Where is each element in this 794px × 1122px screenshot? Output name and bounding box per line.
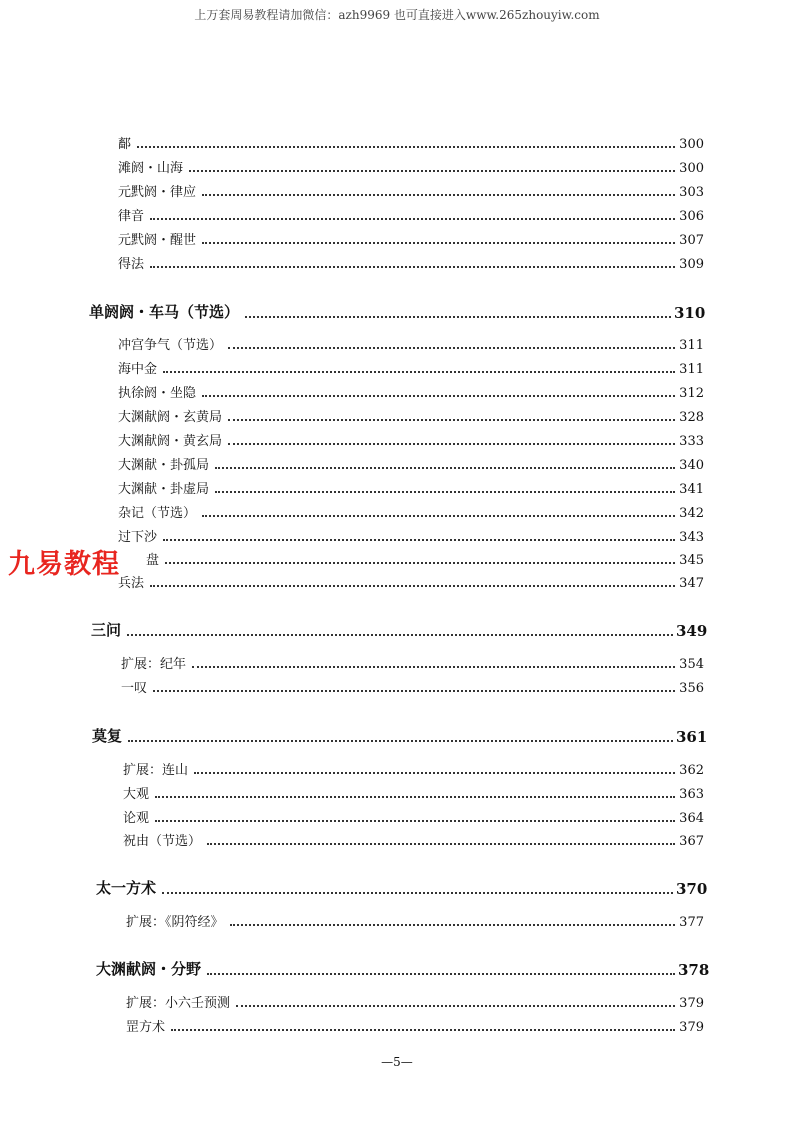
- entry-title: 一叹: [121, 681, 148, 696]
- entry-page: 300: [679, 161, 704, 176]
- watermark-stamp: 九易教程: [8, 549, 120, 580]
- dot-leader: [150, 218, 675, 220]
- dot-leader: [137, 146, 675, 148]
- entry-title: 过下沙: [118, 530, 158, 545]
- dot-leader: [127, 634, 673, 636]
- header-watermark: 上万套周易教程请加微信：azh9969 也可直接进入www.265zhouyiw.com: [194, 8, 600, 22]
- toc-entry[interactable]: [118, 503, 704, 521]
- entry-page: 311: [679, 338, 704, 353]
- entry-page: 342: [679, 506, 704, 521]
- dot-leader: [150, 266, 675, 268]
- toc-entry[interactable]: [118, 182, 704, 200]
- entry-page: 367: [679, 834, 704, 849]
- dot-leader: [215, 491, 675, 493]
- toc-entry[interactable]: [118, 230, 704, 248]
- dot-leader: [245, 316, 671, 318]
- section-title: 大渊献阏・分野: [96, 960, 202, 978]
- toc-entry[interactable]: [123, 760, 704, 778]
- dot-leader: [202, 194, 675, 196]
- entry-title: 滩阏・山海: [118, 161, 184, 176]
- entry-page: 356: [679, 681, 704, 696]
- entry-page: 333: [679, 434, 704, 449]
- dot-leader: [171, 1029, 675, 1031]
- toc-entry[interactable]: [121, 654, 704, 672]
- toc-section[interactable]: [92, 726, 706, 746]
- dot-leader: [155, 820, 675, 822]
- toc-entry[interactable]: [118, 254, 704, 272]
- dot-leader: [189, 170, 675, 172]
- dot-leader: [163, 371, 675, 373]
- toc-entry[interactable]: [118, 407, 704, 425]
- entry-title: 元黓阏・醒世: [118, 233, 197, 248]
- toc-entry[interactable]: [118, 431, 704, 449]
- section-page: 310: [674, 304, 706, 322]
- toc-entry[interactable]: [118, 158, 704, 176]
- entry-title: 盘: [146, 553, 160, 568]
- toc-entry[interactable]: [123, 808, 704, 826]
- section-page: 378: [678, 961, 710, 979]
- dot-leader: [162, 892, 673, 894]
- dot-leader: [207, 843, 675, 845]
- entry-page: 309: [679, 257, 704, 272]
- toc-entry[interactable]: [126, 993, 704, 1011]
- section-page: 361: [676, 728, 708, 746]
- dot-leader: [236, 1005, 675, 1007]
- dot-leader: [163, 539, 675, 541]
- toc-entry[interactable]: [118, 134, 704, 152]
- entry-title: 大渊献阏・玄黄局: [118, 410, 223, 425]
- entry-title: 大渊献阏・黄玄局: [118, 434, 223, 449]
- dot-leader: [202, 242, 675, 244]
- entry-page: 377: [679, 915, 704, 930]
- entry-page: 300: [679, 137, 704, 152]
- dot-leader: [230, 924, 675, 926]
- dot-leader: [194, 772, 675, 774]
- entry-title: 元黓阏・律应: [118, 185, 197, 200]
- toc-section[interactable]: [89, 302, 704, 322]
- entry-title: 律音: [118, 209, 145, 224]
- entry-title: 杂记（节选）: [118, 506, 197, 521]
- toc-section[interactable]: [91, 620, 706, 640]
- dot-leader: [207, 973, 675, 975]
- entry-title: 兵法: [118, 576, 145, 591]
- entry-page: 343: [679, 530, 704, 545]
- toc-entry[interactable]: [146, 550, 704, 568]
- entry-title: 得法: [118, 257, 145, 272]
- entry-page: 340: [679, 458, 704, 473]
- section-title: 单阏阏・车马（节选）: [89, 303, 240, 321]
- entry-page: 379: [679, 996, 704, 1011]
- entry-page: 307: [679, 233, 704, 248]
- toc-entry[interactable]: [123, 784, 704, 802]
- dot-leader: [215, 467, 675, 469]
- dot-leader: [228, 419, 675, 421]
- entry-page: 379: [679, 1020, 704, 1035]
- entry-title: 冲宫争气（节选）: [118, 338, 223, 353]
- entry-title: 大观: [123, 787, 150, 802]
- dot-leader: [165, 562, 675, 564]
- section-page: 349: [676, 622, 708, 640]
- dot-leader: [202, 395, 675, 397]
- section-title: 三问: [91, 621, 122, 639]
- dot-leader: [202, 515, 675, 517]
- section-page: 370: [676, 880, 708, 898]
- dot-leader: [153, 690, 675, 692]
- entry-title: 大渊献・卦虚局: [118, 482, 210, 497]
- toc-entry[interactable]: [118, 573, 704, 591]
- entry-title: 祝由（节选）: [123, 834, 202, 849]
- toc-entry[interactable]: [118, 527, 704, 545]
- entry-page: 312: [679, 386, 704, 401]
- dot-leader: [150, 585, 675, 587]
- section-title: 太一方术: [96, 879, 157, 897]
- entry-title: 执徐阏・坐隐: [118, 386, 197, 401]
- entry-page: 303: [679, 185, 704, 200]
- toc-entry[interactable]: [118, 359, 704, 377]
- toc-section[interactable]: [96, 878, 706, 898]
- entry-title: 鄐: [118, 137, 132, 152]
- entry-title: 扩展：《阴符经》: [126, 915, 224, 930]
- dot-leader: [228, 443, 675, 445]
- entry-page: 363: [679, 787, 704, 802]
- toc-section[interactable]: [96, 959, 708, 979]
- dot-leader: [128, 740, 673, 742]
- entry-page: 345: [679, 553, 704, 568]
- dot-leader: [192, 666, 675, 668]
- toc-entry[interactable]: [118, 335, 704, 353]
- entry-title: 扩展：小六壬预测: [126, 996, 231, 1011]
- entry-page: 341: [679, 482, 704, 497]
- entry-page: 362: [679, 763, 704, 778]
- toc-entry[interactable]: [118, 479, 704, 497]
- entry-title: 海中金: [118, 362, 158, 377]
- entry-page: 306: [679, 209, 704, 224]
- dot-leader: [155, 796, 675, 798]
- page-number: —5—: [381, 1055, 413, 1069]
- entry-page: 347: [679, 576, 704, 591]
- toc-entry[interactable]: [118, 383, 704, 401]
- section-title: 莫复: [92, 727, 123, 745]
- toc-entry[interactable]: [121, 678, 704, 696]
- toc-entry[interactable]: [126, 1017, 704, 1035]
- entry-title: 大渊献・卦孤局: [118, 458, 210, 473]
- entry-page: 311: [679, 362, 704, 377]
- entry-page: 328: [679, 410, 704, 425]
- entry-page: 364: [679, 811, 704, 826]
- toc-entry[interactable]: [118, 206, 704, 224]
- toc-entry[interactable]: [118, 455, 704, 473]
- entry-title: 扩展：纪年: [121, 657, 187, 672]
- dot-leader: [228, 347, 675, 349]
- entry-page: 354: [679, 657, 704, 672]
- toc-entry[interactable]: [123, 831, 704, 849]
- entry-title: 罡方术: [126, 1020, 166, 1035]
- entry-title: 扩展：连山: [123, 763, 189, 778]
- toc-entry[interactable]: [126, 912, 704, 930]
- entry-title: 论观: [123, 811, 150, 826]
